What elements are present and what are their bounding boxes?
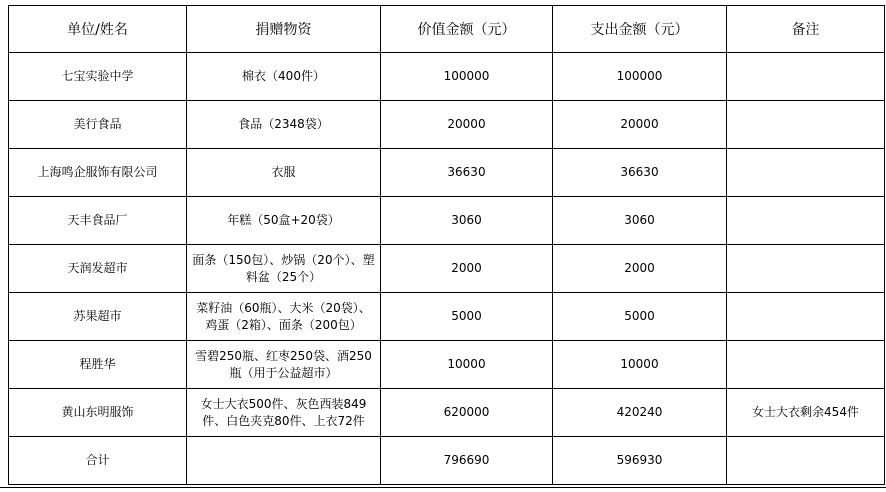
table-row bbox=[9, 101, 885, 149]
expense-cell: 420240 bbox=[553, 389, 727, 437]
items-cell: 女士大衣500件、灰色西装849件、白色夹克80件、上衣72件 bbox=[187, 389, 381, 437]
remark-cell bbox=[727, 101, 885, 149]
donor-cell: 黄山东明服饰 bbox=[9, 389, 187, 437]
remark-cell bbox=[727, 245, 885, 293]
items-cell: 衣服 bbox=[187, 149, 381, 197]
donor-cell: 苏果超市 bbox=[9, 293, 187, 341]
value-cell: 2000 bbox=[381, 245, 553, 293]
items-cell: 棉衣（400件） bbox=[187, 53, 381, 101]
value-cell: 5000 bbox=[381, 293, 553, 341]
donor-cell: 美行食品 bbox=[9, 101, 187, 149]
donor-cell: 七宝实验中学 bbox=[9, 53, 187, 101]
value-cell: 796690 bbox=[381, 437, 553, 485]
expense-cell: 3060 bbox=[553, 197, 727, 245]
value-cell: 3060 bbox=[381, 197, 553, 245]
header-row bbox=[9, 6, 885, 53]
remark-cell bbox=[727, 149, 885, 197]
items-cell: 食品（2348袋） bbox=[187, 101, 381, 149]
table-row bbox=[9, 293, 885, 341]
table-row bbox=[9, 149, 885, 197]
header-value: 价值金额（元） bbox=[381, 6, 553, 53]
items-cell: 年糕（50盒+20袋） bbox=[187, 197, 381, 245]
donor-cell: 天丰食品厂 bbox=[9, 197, 187, 245]
remark-cell bbox=[727, 293, 885, 341]
donor-cell: 天润发超市 bbox=[9, 245, 187, 293]
divider bbox=[0, 487, 886, 488]
donor-cell: 上海鸣企服饰有限公司 bbox=[9, 149, 187, 197]
header-items: 捐赠物资 bbox=[187, 6, 381, 53]
donor-cell: 合计 bbox=[9, 437, 187, 485]
table-row bbox=[9, 197, 885, 245]
expense-cell: 2000 bbox=[553, 245, 727, 293]
header-remark: 备注 bbox=[727, 6, 885, 53]
remark-cell bbox=[727, 437, 885, 485]
value-cell: 20000 bbox=[381, 101, 553, 149]
items-cell: 雪碧250瓶、红枣250袋、酒250瓶（用于公益超市） bbox=[187, 341, 381, 389]
expense-cell: 20000 bbox=[553, 101, 727, 149]
remark-cell bbox=[727, 197, 885, 245]
table-row bbox=[9, 53, 885, 101]
remark-cell: 女士大衣剩余454件 bbox=[727, 389, 885, 437]
items-cell bbox=[187, 437, 381, 485]
table-row bbox=[9, 437, 885, 485]
expense-cell: 36630 bbox=[553, 149, 727, 197]
table-row bbox=[9, 341, 885, 389]
expense-cell: 100000 bbox=[553, 53, 727, 101]
donation-table bbox=[8, 5, 885, 485]
expense-cell: 5000 bbox=[553, 293, 727, 341]
remark-cell bbox=[727, 53, 885, 101]
header-donor: 单位/姓名 bbox=[9, 6, 187, 53]
expense-cell: 10000 bbox=[553, 341, 727, 389]
value-cell: 10000 bbox=[381, 341, 553, 389]
remark-cell bbox=[727, 341, 885, 389]
expense-cell: 596930 bbox=[553, 437, 727, 485]
header-expense: 支出金额（元） bbox=[553, 6, 727, 53]
items-cell: 菜籽油（60瓶）、大米（20袋）、鸡蛋（2箱）、面条（200包） bbox=[187, 293, 381, 341]
value-cell: 36630 bbox=[381, 149, 553, 197]
items-cell: 面条（150包）、炒锅（20个）、塑料盆（25个） bbox=[187, 245, 381, 293]
donor-cell: 程胜华 bbox=[9, 341, 187, 389]
value-cell: 620000 bbox=[381, 389, 553, 437]
table-row bbox=[9, 389, 885, 437]
value-cell: 100000 bbox=[381, 53, 553, 101]
table-row bbox=[9, 245, 885, 293]
